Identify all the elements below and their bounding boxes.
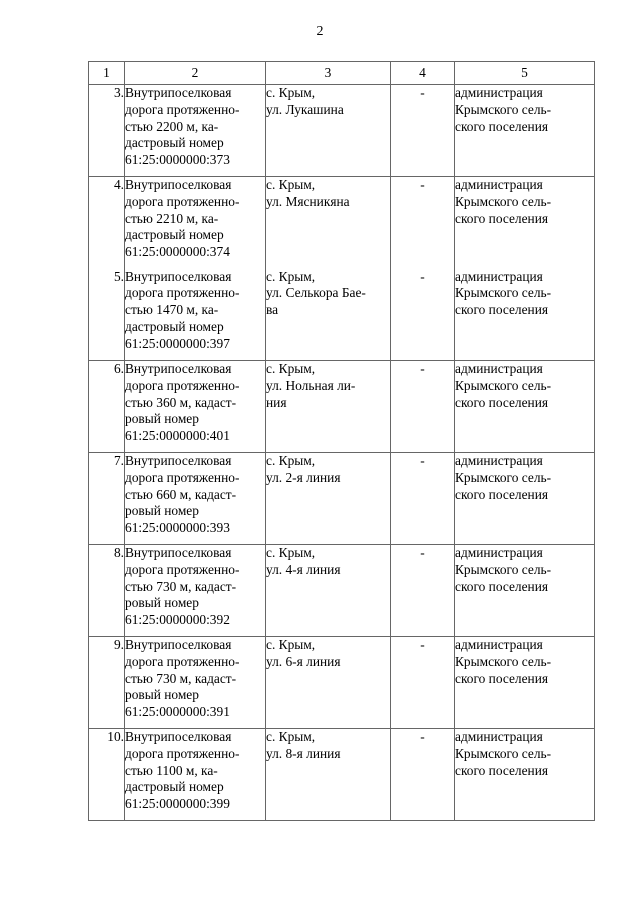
cell-line: с. Крым,	[266, 545, 316, 560]
column-header: 1	[89, 62, 125, 85]
table-row	[89, 453, 595, 545]
row-number-cell: 4.	[89, 177, 125, 269]
cell-line: с. Крым,	[266, 268, 316, 284]
row-number-cell: 3.	[89, 85, 125, 177]
column-header: 2	[125, 62, 266, 85]
column-4-cell: -	[391, 545, 455, 637]
cell-line: администрация	[455, 268, 543, 284]
cell-line: дорога протяженно-	[125, 285, 240, 301]
cell-line: стью 360 м, кадаст-	[125, 394, 237, 410]
column-4-cell: -	[391, 729, 455, 821]
cell-line: Внутрипоселковая	[125, 85, 232, 100]
object-name-cell	[125, 85, 266, 177]
cell-line: дастровый номер	[125, 318, 224, 334]
address-cell	[266, 545, 391, 637]
cell-line: ского поселения	[455, 486, 549, 502]
cell-line: ул. Мясникяна	[266, 193, 350, 209]
cell-line: стью 2210 м, ка-	[125, 210, 219, 226]
cell-line: дорога протяженно-	[125, 377, 240, 393]
cell-line: ул. Нольная ли-	[266, 377, 356, 393]
object-name-cell	[125, 545, 266, 637]
cell-line: с. Крым,	[266, 637, 316, 652]
table-row	[89, 85, 595, 177]
cell-line: стью 1470 м, ка-	[125, 302, 219, 318]
cell-line: ул. 4-я линия	[266, 561, 341, 577]
cell-line: Внутрипоселковая	[125, 361, 232, 376]
owner-cell	[455, 361, 595, 453]
row-number-cell: 5.	[89, 269, 125, 361]
column-4-cell: -	[391, 453, 455, 545]
owner-cell	[455, 453, 595, 545]
cell-line: Внутрипоселковая	[125, 545, 232, 560]
cell-line: стью 660 м, кадаст-	[125, 486, 237, 502]
cell-line: ул. 2-я линия	[266, 469, 341, 485]
cell-line: 61:25:0000000:391	[125, 704, 230, 720]
cell-line: 61:25:0000000:397	[125, 335, 230, 351]
cell-line: стью 730 м, кадаст-	[125, 670, 237, 686]
address-cell	[266, 637, 391, 729]
address-cell	[266, 361, 391, 453]
table-body	[89, 85, 595, 821]
cell-line: с. Крым,	[266, 729, 316, 744]
column-header: 5	[455, 62, 595, 85]
cell-line: Крымского сель-	[455, 469, 552, 485]
cell-line: дорога протяженно-	[125, 653, 240, 669]
cell-line: ского поселения	[455, 670, 549, 686]
page-number: 2	[316, 24, 324, 39]
cell-line: 61:25:0000000:399	[125, 796, 230, 812]
cell-line: Крымского сель-	[455, 101, 552, 117]
row-number-cell: 7.	[89, 453, 125, 545]
row-number-cell: 10.	[89, 729, 125, 821]
cell-line: с. Крым,	[266, 177, 316, 192]
cell-line: ского поселения	[455, 210, 549, 226]
owner-cell	[455, 177, 595, 269]
cell-line: Внутрипоселковая	[125, 453, 232, 468]
cell-line: стью 2200 м, ка-	[125, 118, 219, 134]
cell-line: дорога протяженно-	[125, 561, 240, 577]
cell-line: ул. Селькора Бае-	[266, 285, 366, 301]
cell-line: 61:25:0000000:374	[125, 244, 230, 260]
cell-line: с. Крым,	[266, 361, 316, 376]
cell-line: ния	[266, 394, 287, 410]
cell-line: дастровый номер	[125, 779, 224, 795]
cell-line: Внутрипоселковая	[125, 729, 232, 744]
address-cell	[266, 85, 391, 177]
owner-cell	[455, 545, 595, 637]
owner-cell	[455, 85, 595, 177]
cell-line: ского поселения	[455, 118, 549, 134]
object-name-cell	[125, 637, 266, 729]
cell-line: ровый номер	[125, 595, 199, 611]
column-4-cell: -	[391, 177, 455, 269]
cell-line: Внутрипоселковая	[125, 177, 232, 192]
cell-line: администрация	[455, 85, 543, 100]
cell-line: ского поселения	[455, 302, 549, 318]
cell-line: ул. 6-я линия	[266, 653, 341, 669]
cell-line: Крымского сель-	[455, 745, 552, 761]
cell-line: Внутрипоселковая	[125, 268, 232, 284]
owner-cell	[455, 637, 595, 729]
owner-cell	[455, 269, 595, 361]
column-header: 3	[266, 62, 391, 85]
column-4-cell: -	[391, 637, 455, 729]
address-cell	[266, 177, 391, 269]
cell-line: ского поселения	[455, 394, 549, 410]
cell-line: администрация	[455, 453, 543, 468]
cell-line: ул. Лукашина	[266, 101, 344, 117]
cell-line: Крымского сель-	[455, 285, 552, 301]
cell-line: ского поселения	[455, 578, 549, 594]
row-number-cell: 9.	[89, 637, 125, 729]
cell-line: с. Крым,	[266, 453, 316, 468]
cell-line: администрация	[455, 361, 543, 376]
cell-line: Крымского сель-	[455, 193, 552, 209]
cell-line: администрация	[455, 729, 543, 744]
cell-line: дастровый номер	[125, 135, 224, 151]
table-row	[89, 545, 595, 637]
table-row	[89, 361, 595, 453]
object-name-cell	[125, 729, 266, 821]
cell-line: дорога протяженно-	[125, 193, 240, 209]
table-row	[89, 177, 595, 269]
column-4-cell: -	[391, 85, 455, 177]
object-name-cell	[125, 361, 266, 453]
object-name-cell	[125, 269, 266, 361]
table-row	[89, 269, 595, 361]
cell-line: 61:25:0000000:373	[125, 152, 230, 168]
cell-line: стью 730 м, кадаст-	[125, 578, 237, 594]
address-cell	[266, 269, 391, 361]
cell-line: 61:25:0000000:401	[125, 428, 230, 444]
row-number-cell: 8.	[89, 545, 125, 637]
row-number-cell: 6.	[89, 361, 125, 453]
column-4-cell: -	[391, 361, 455, 453]
cell-line: ского поселения	[455, 762, 549, 778]
property-table	[88, 61, 595, 821]
cell-line: Крымского сель-	[455, 377, 552, 393]
cell-line: 61:25:0000000:392	[125, 612, 230, 628]
cell-line: ва	[266, 302, 279, 318]
owner-cell	[455, 729, 595, 821]
cell-line: 61:25:0000000:393	[125, 520, 230, 536]
cell-line: администрация	[455, 545, 543, 560]
cell-line: с. Крым,	[266, 85, 316, 100]
cell-line: ровый номер	[125, 687, 199, 703]
cell-line: ровый номер	[125, 411, 199, 427]
cell-line: дастровый номер	[125, 227, 224, 243]
cell-line: администрация	[455, 637, 543, 652]
cell-line: дорога протяженно-	[125, 745, 240, 761]
address-cell	[266, 729, 391, 821]
cell-line: ул. 8-я линия	[266, 745, 341, 761]
cell-line: дорога протяженно-	[125, 101, 240, 117]
table-header-row	[89, 62, 595, 85]
cell-line: администрация	[455, 177, 543, 192]
cell-line: стью 1100 м, ка-	[125, 762, 218, 778]
cell-line: Внутрипоселковая	[125, 637, 232, 652]
cell-line: Крымского сель-	[455, 561, 552, 577]
cell-line: Крымского сель-	[455, 653, 552, 669]
object-name-cell	[125, 453, 266, 545]
table-row	[89, 637, 595, 729]
cell-line: дорога протяженно-	[125, 469, 240, 485]
column-4-cell: -	[391, 269, 455, 361]
cell-line: ровый номер	[125, 503, 199, 519]
table-row	[89, 729, 595, 821]
column-header: 4	[391, 62, 455, 85]
object-name-cell	[125, 177, 266, 269]
address-cell	[266, 453, 391, 545]
